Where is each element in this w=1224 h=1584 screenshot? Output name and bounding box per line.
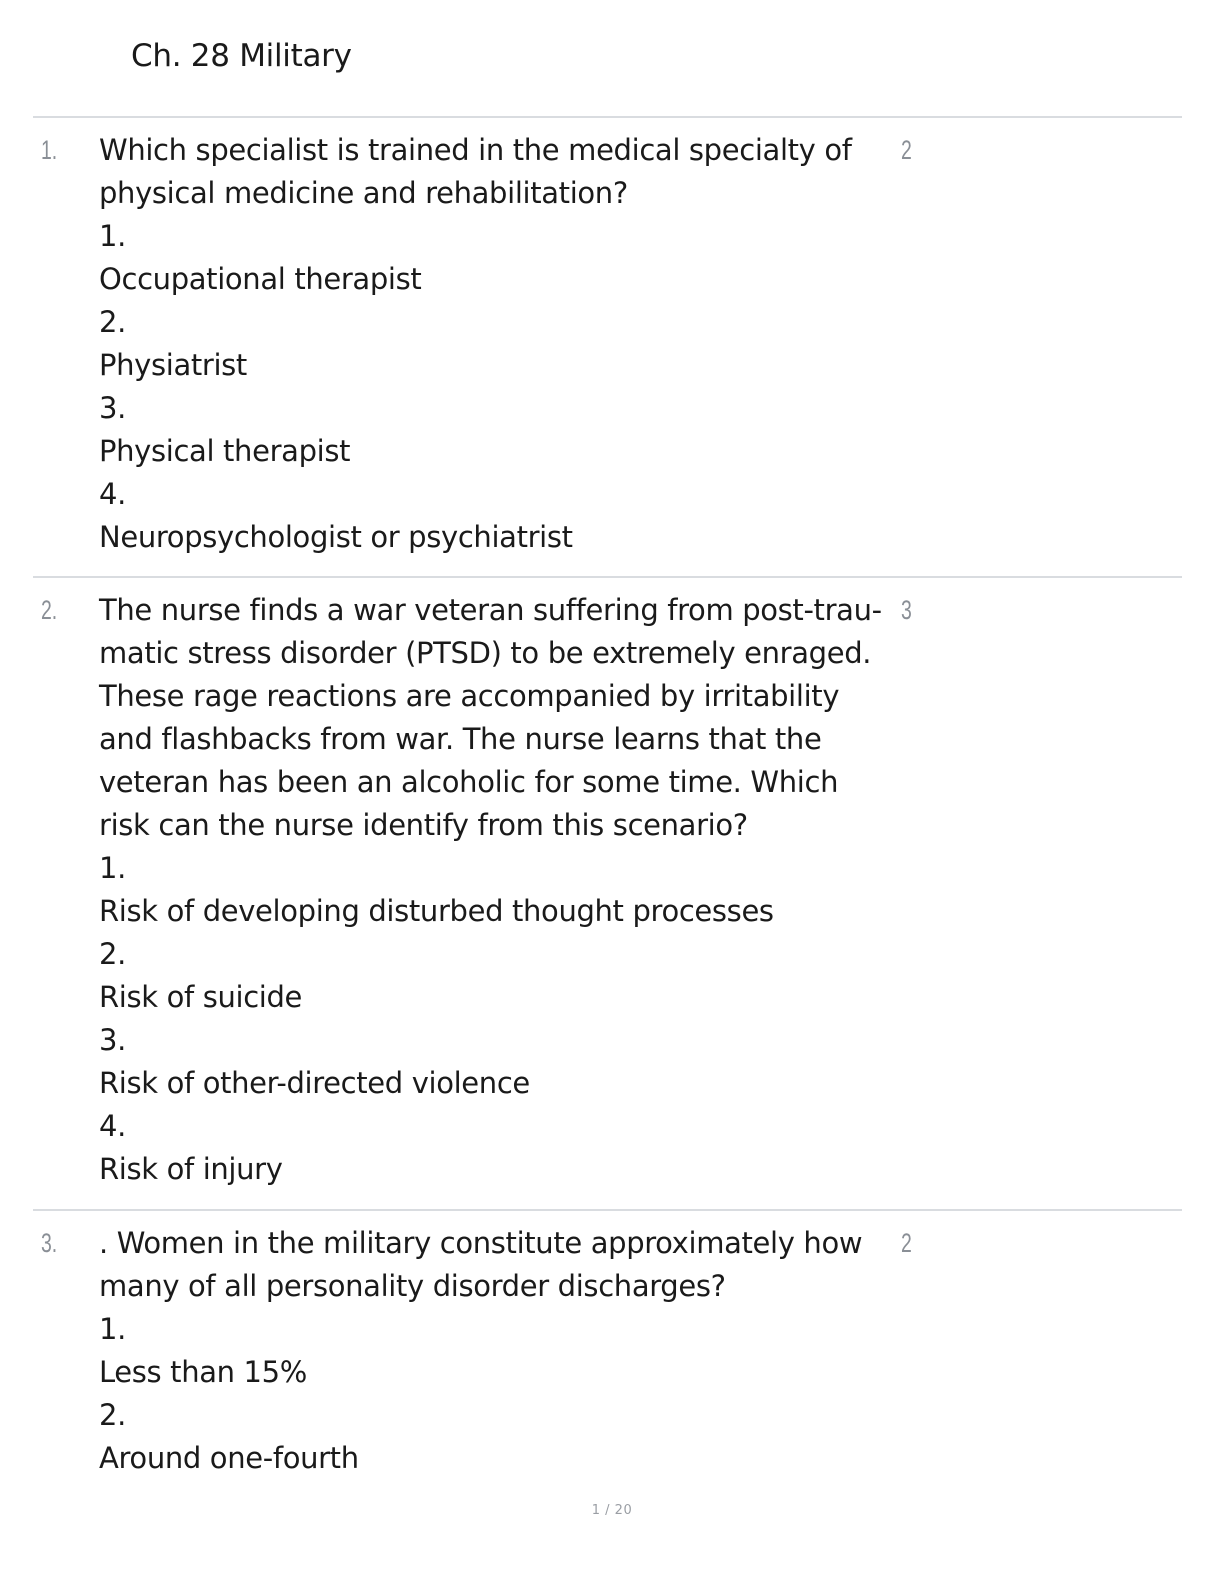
question-text-line: risk can the nurse identify from this scenario? — [99, 808, 748, 842]
question-body — [99, 129, 919, 559]
option-number: 1. — [99, 1312, 126, 1346]
question-text-line: The nurse finds a war veteran suffering from post-trau- — [99, 593, 882, 627]
option-text: Around one-fourth — [99, 1441, 359, 1475]
option-text: Occupational therapist — [99, 262, 422, 296]
option-number: 2. — [99, 937, 126, 971]
question-text-line: many of all personality disorder discharges? — [99, 1269, 726, 1303]
question-text-line: . Women in the military constitute approximately how — [99, 1226, 863, 1260]
question-number: 2. — [41, 595, 58, 625]
question-text-line: Which specialist is trained in the medical specialty of — [99, 133, 852, 167]
option-number: 3. — [99, 391, 126, 425]
option-text: Risk of developing disturbed thought processes — [99, 894, 774, 928]
divider — [33, 576, 1182, 578]
question-text-line: and flashbacks from war. The nurse learns that the — [99, 722, 822, 756]
question-points: 2 — [901, 135, 912, 165]
option-number: 3. — [99, 1023, 126, 1057]
page-title: Ch. 28 Military — [131, 38, 352, 74]
question-points: 3 — [901, 595, 912, 625]
option-number: 2. — [99, 1398, 126, 1432]
question-number: 3. — [41, 1228, 58, 1258]
question-text-line: These rage reactions are accompanied by irritability — [99, 679, 840, 713]
question-body — [99, 589, 919, 1191]
option-text: Risk of injury — [99, 1152, 283, 1186]
option-text: Physical therapist — [99, 434, 351, 468]
page-indicator: 1 / 20 — [591, 1503, 633, 1518]
option-text: Risk of suicide — [99, 980, 303, 1014]
divider — [33, 1209, 1182, 1211]
option-text: Neuropsychologist or psychiatrist — [99, 520, 573, 554]
option-text: Physiatrist — [99, 348, 247, 382]
option-number: 4. — [99, 1109, 126, 1143]
option-text: Less than 15% — [99, 1355, 307, 1389]
option-number: 4. — [99, 477, 126, 511]
divider — [33, 116, 1182, 118]
question-text-line: matic stress disorder (PTSD) to be extremely enraged. — [99, 636, 872, 670]
option-number: 1. — [99, 851, 126, 885]
question-points: 2 — [901, 1228, 912, 1258]
option-number: 2. — [99, 305, 126, 339]
question-text-line: veteran has been an alcoholic for some time. Which — [99, 765, 839, 799]
question-number: 1. — [41, 135, 58, 165]
question-body — [99, 1222, 919, 1480]
question-text-line: physical medicine and rehabilitation? — [99, 176, 628, 210]
option-text: Risk of other-directed violence — [99, 1066, 530, 1100]
option-number: 1. — [99, 219, 126, 253]
